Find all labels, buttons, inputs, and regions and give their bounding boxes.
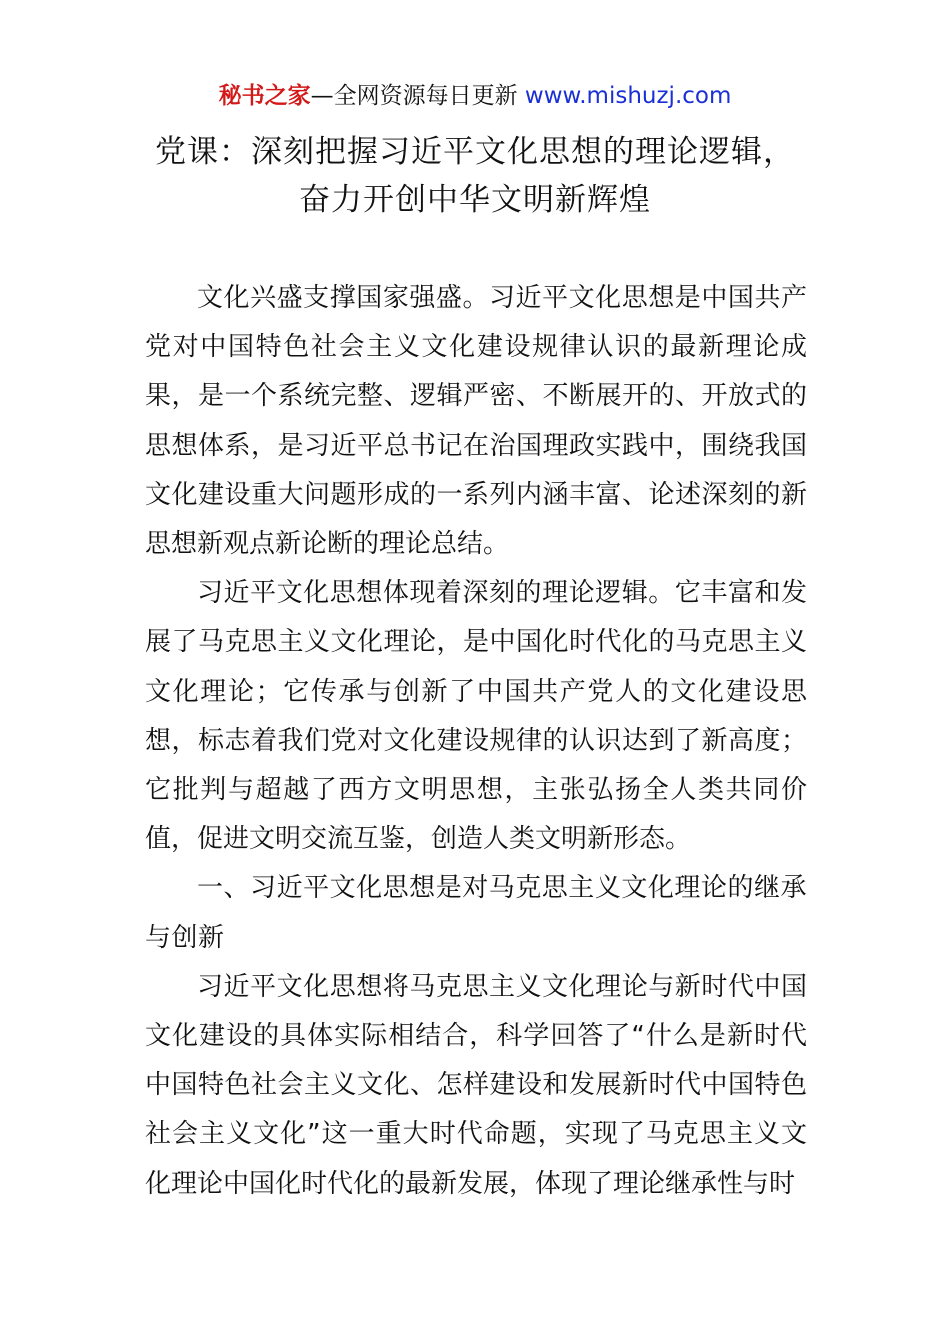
paragraph-3: 习近平文化思想将马克思主义文化理论与新时代中国文化建设的具体实际相结合，科学回答了“什么是新时代中国特色社会主义文化、怎样建设和发展新时代中国特色社会主义文化”这一重大时代命题，实现了马克思主义文化理论中国化时代化的最新发展，体现了理论继承性与时 bbox=[145, 971, 807, 1199]
document-body bbox=[145, 274, 807, 1209]
site-brand: 秘书之家 bbox=[218, 83, 311, 109]
site-url-link[interactable]: www.mishuzj.com bbox=[524, 83, 732, 109]
site-slogan: —全网资源每日更新 bbox=[310, 83, 518, 109]
document-title bbox=[0, 128, 950, 224]
site-header bbox=[0, 80, 950, 112]
title-line-1: 党课：深刻把握习近平文化思想的理论逻辑， bbox=[155, 134, 795, 170]
section-heading-1: 一、习近平文化思想是对马克思主义文化理论的继承与创新 bbox=[145, 873, 807, 953]
paragraph-1: 文化兴盛支撑国家强盛。习近平文化思想是中国共产党对中国特色社会主义文化建设规律认识的最新理论成果，是一个系统完整、逻辑严密、不断展开的、开放式的思想体系，是习近平总书记在治国理政实践中，围绕我国文化建设重大问题形成的一系列内涵丰富、论述深刻的新思想新观点新论断的理论总结。 bbox=[145, 283, 807, 560]
paragraph-2: 习近平文化思想体现着深刻的理论逻辑。它丰富和发展了马克思主义文化理论，是中国化时代化的马克思主义文化理论；它传承与创新了中国共产党人的文化建设思想，标志着我们党对文化建设规律的认识达到了新高度；它批判与超越了西方文明思想，主张弘扬全人类共同价值，促进文明交流互鉴，创造人类文明新形态。 bbox=[145, 578, 807, 855]
title-line-2: 奋力开创中华文明新辉煌 bbox=[299, 182, 651, 218]
